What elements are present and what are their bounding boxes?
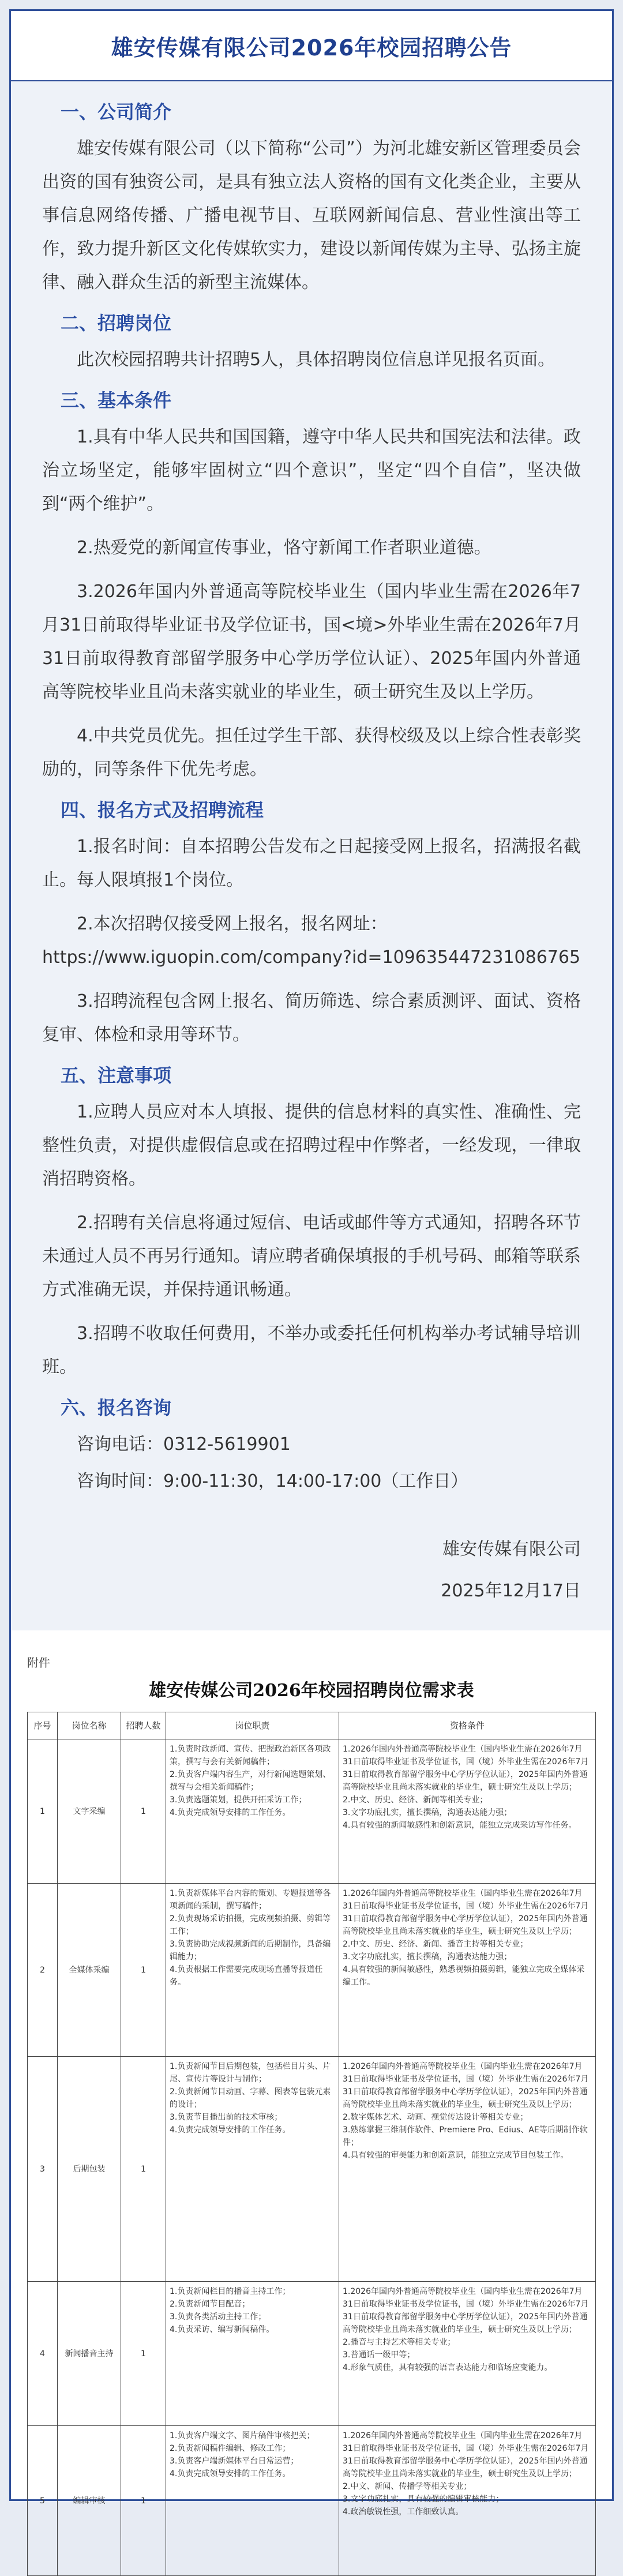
duty-line: 3.负责协助完成视频新闻的后期制作，具备编辑能力； — [170, 1940, 331, 1962]
cell-count: 1 — [121, 1739, 166, 1884]
table-row — [28, 1739, 596, 1884]
recruitment-process: 3.招聘流程包含网上报名、简历筛选、综合素质测评、面试、资格复审、体检和录用等环节。 — [42, 991, 581, 1045]
qualification-line: 2.中文、历史、经济、新闻等相关专业； — [343, 1795, 488, 1805]
cell-no: 5 — [28, 2426, 58, 2576]
qualification-line: 3.普通话一级甲等； — [343, 2350, 415, 2360]
qualification-line: 3.熟练掌握三维制作软件、Premiere Pro、Edius、AE等后期制作软件； — [343, 2125, 588, 2147]
qualification-line: 1.2026年国内外普通高等院校毕业生（国内毕业生需在2026年7月31日前取得毕业证书及学位证书，国（境）外毕业生需在2026年7月31日前取得教育部留学服务中心学历学位认证），2025年国内外普通高等院校毕业且尚未落实就业的毕业生，硕士研究生及以上学历； — [343, 1889, 589, 1936]
cell-position-name: 后期包装 — [58, 2057, 121, 2282]
cell-count: 1 — [121, 1884, 166, 2057]
cell-position-name: 文字采编 — [58, 1739, 121, 1884]
header-name: 岗位名称 — [58, 1712, 121, 1739]
cell-qualifications — [339, 2426, 596, 2576]
qualification-line: 3.文字功底扎实，擅长撰稿，沟通表达能力强； — [343, 1808, 512, 1817]
note-item: 2.招聘有关信息将通过短信、电话或邮件等方式通知，招聘各环节未通过人员不再另行通知。请应聘者确保填报的手机号码、邮箱等联系方式准确无误，并保持通讯畅通。 — [42, 1213, 581, 1300]
qualification-line: 4.具有较强的审美能力和创新意识，能独立完成节目包装工作。 — [343, 2151, 569, 2160]
qualification-line: 1.2026年国内外普通高等院校毕业生（国内毕业生需在2026年7月31日前取得毕业证书及学位证书，国（境）外毕业生需在2026年7月31日前取得教育部留学服务中心学历学位认证），2025年国内外普通高等院校毕业且尚未落实就业的毕业生，硕士研究生及以上学历； — [343, 1745, 589, 1792]
attachment-label: 附件 — [27, 1656, 50, 1670]
qualification-line: 1.2026年国内外普通高等院校毕业生（国内毕业生需在2026年7月31日前取得毕业证书及学位证书，国（境）外毕业生需在2026年7月31日前取得教育部留学服务中心学历学位认证），2025年国内外普通高等院校毕业且尚未落实就业的毕业生，硕士研究生及以上学历； — [343, 2287, 589, 2334]
cell-duties — [166, 2426, 339, 2576]
signature-date: 2025年12月17日 — [441, 1581, 581, 1601]
cell-no: 1 — [28, 1739, 58, 1884]
application-time: 1.报名时间：自本招聘公告发布之日起接受网上报名，招满报名截止。每人限填报1个岗位。 — [42, 837, 581, 890]
duty-line: 3.负责选题策划，提供开拓采访工作； — [170, 1795, 307, 1805]
cell-position-name: 新闻播音主持 — [58, 2282, 121, 2426]
duty-line: 1.负责时政新闻、宣传、把握政治新区各项政策，撰写与会有关新闻稿件； — [170, 1745, 331, 1767]
signature-org: 雄安传媒有限公司 — [442, 1539, 581, 1559]
duty-line: 2.负责客户端内容生产，对行新闻选题策划、撰写与会相关新闻稿件； — [170, 1770, 331, 1792]
duty-line: 1.负责新闻栏目的播音主持工作； — [170, 2287, 291, 2296]
qualification-line: 1.2026年国内外普通高等院校毕业生（国内毕业生需在2026年7月31日前取得毕业证书及学位证书，国（境）外毕业生需在2026年7月31日前取得教育部留学服务中心学历学位认证），2025年国内外普通高等院校毕业且尚未落实就业的毕业生，硕士研究生及以上学历； — [343, 2431, 589, 2478]
duty-line: 1.负责新媒体平台内容的策划、专题报道等各项新闻的采制，撰写稿件； — [170, 1889, 331, 1911]
notice-frame — [9, 9, 614, 2517]
table-row — [28, 1884, 596, 2057]
qualification-line: 2.播音与主持艺术等相关专业； — [343, 2338, 456, 2347]
cell-qualifications — [339, 2282, 596, 2426]
application-method: 2.本次招聘仅接受网上报名，报名网址： — [77, 914, 388, 934]
duty-line: 2.负责新闻节目配音； — [170, 2300, 250, 2309]
qualification-line: 3.文字功底扎实，擅长撰稿，沟通表达能力强； — [343, 1952, 512, 1962]
requirement-item: 1.具有中华人民共和国国籍，遵守中华人民共和国宪法和法律。政治立场坚定，能够牢固树立“四个意识”，坚定“四个自信”，坚决做到“两个维护”。 — [42, 427, 581, 514]
cell-duties — [166, 1739, 339, 1884]
section-heading-notes: 五、注意事项 — [61, 1064, 172, 1086]
cell-position-name: 全媒体采编 — [58, 1884, 121, 2057]
qualification-line: 4.政治敏锐性强，工作细致认真。 — [343, 2507, 464, 2517]
duty-line: 4.负责完成领导安排的工作任务。 — [170, 2469, 291, 2478]
header-count: 招聘人数 — [121, 1712, 166, 1739]
cell-no: 4 — [28, 2282, 58, 2426]
attachment-title: 雄安传媒公司2026年校园招聘岗位需求表 — [149, 1681, 474, 1701]
section-heading-contact: 六、报名咨询 — [61, 1397, 172, 1419]
signature-block — [42, 1533, 581, 1608]
requirement-item: 3.2026年国内外普通高等院校毕业生（国内毕业生需在2026年7月31日前取得毕业证书及学位证书，国<境>外毕业生需在2026年7月31日前取得教育部留学服务中心学历学位认证）、2025年国内外普通高等院校毕业且尚未落实就业的毕业生，硕士研究生及以上学历。 — [42, 582, 581, 702]
header-no: 序号 — [28, 1712, 58, 1739]
notice-content — [11, 81, 612, 1630]
table-row — [28, 2426, 596, 2576]
qualification-line: 4.形象气质佳，具有较强的语言表达能力和临场应变能力。 — [343, 2363, 553, 2372]
qualification-line: 4.具有较强的新闻敏感性和创新意识，能独立完成采访写作任务。 — [343, 1821, 577, 1830]
qualification-line: 4.具有较强的新闻敏感性，熟悉视频拍摄剪辑，能独立完成全媒体采编工作。 — [343, 1965, 585, 1987]
table-row — [28, 2057, 596, 2282]
duty-line: 4.负责完成领导安排的工作任务。 — [170, 1808, 291, 1817]
title-bar — [11, 11, 612, 81]
cell-count: 1 — [121, 2426, 166, 2576]
cell-qualifications — [339, 2057, 596, 2282]
duty-line: 3.负责客户端新媒体平台日常运营； — [170, 2457, 299, 2466]
positions-text: 此次校园招聘共计招聘5人，具体招聘岗位信息详见报名页面。 — [77, 350, 556, 370]
cell-duties — [166, 1884, 339, 2057]
contact-phone: 咨询电话：0312-5619901 — [77, 1434, 291, 1454]
header-quals: 资格条件 — [339, 1712, 596, 1739]
table-header-row — [28, 1712, 596, 1739]
header-duties: 岗位职责 — [166, 1712, 339, 1739]
cell-position-name: 编辑审核 — [58, 2426, 121, 2576]
requirement-item: 4.中共党员优先。担任过学生干部、获得校级及以上综合性表彰奖励的，同等条件下优先考虑。 — [42, 726, 581, 779]
attachment — [11, 1630, 612, 2576]
requirement-item: 2.热爱党的新闻宣传事业，恪守新闻工作者职业道德。 — [77, 538, 491, 558]
requirements-table — [27, 1712, 596, 2576]
duty-line: 4.负责根据工作需要完成现场直播等报道任务。 — [170, 1965, 323, 1987]
qualification-line: 2.中文、新闻、传播学等相关专业； — [343, 2482, 472, 2491]
duty-line: 2.负责现场采访拍摄，完成视频拍摄、剪辑等工作； — [170, 1914, 331, 1936]
qualification-line: 1.2026年国内外普通高等院校毕业生（国内毕业生需在2026年7月31日前取得毕业证书及学位证书，国（境）外毕业生需在2026年7月31日前取得教育部留学服务中心学历学位认证），2025年国内外普通高等院校毕业且尚未落实就业的毕业生，硕士研究生及以上学历； — [343, 2062, 589, 2109]
company-intro: 雄安传媒有限公司（以下简称“公司”）为河北雄安新区管理委员会出资的国有独资公司，是具有独立法人资格的国有文化类企业，主要从事信息网络传播、广播电视节目、互联网新闻信息、营业性演出等工作，致力提升新区文化传媒软实力，建设以新闻传媒为主导、弘扬主旋律、融入群众生活的新型主流媒体。 — [42, 138, 581, 293]
section-heading-requirements: 三、基本条件 — [61, 389, 172, 411]
section-heading-positions: 二、招聘岗位 — [61, 312, 172, 334]
section-heading-application: 四、报名方式及招聘流程 — [61, 799, 264, 821]
duty-line: 3.负责各类活动主持工作； — [170, 2312, 267, 2322]
duty-line: 4.负责完成领导安排的工作任务。 — [170, 2125, 291, 2135]
page-title: 雄安传媒有限公司2026年校园招聘公告 — [111, 35, 512, 61]
cell-no: 3 — [28, 2057, 58, 2282]
cell-count: 1 — [121, 2282, 166, 2426]
duty-line: 2.负责新闻节目动画、字幕、图表等包装元素的设计； — [170, 2087, 331, 2109]
contact-hours: 咨询时间：9:00-11:30，14:00-17:00（工作日） — [77, 1471, 468, 1491]
cell-duties — [166, 2057, 339, 2282]
duty-line: 4.负责采访、编写新闻稿件。 — [170, 2325, 275, 2334]
note-item: 3.招聘不收取任何费用，不举办或委托任何机构举办考试辅导培训班。 — [42, 1323, 581, 1377]
cell-qualifications — [339, 1739, 596, 1884]
duty-line: 1.负责客户端文字、图片稿件审核把关； — [170, 2431, 315, 2440]
qualification-line: 2.中文、历史、经济、新闻、播音主持等相关专业； — [343, 1940, 528, 1949]
cell-qualifications — [339, 1884, 596, 2057]
qualification-line: 3.文字功底扎实，具有较强的编辑审核能力； — [343, 2495, 504, 2504]
cell-duties — [166, 2282, 339, 2426]
application-url-link[interactable]: https://www.iguopin.com/company?id=109635447231086765 — [42, 947, 581, 968]
section-heading-company: 一、公司简介 — [61, 101, 172, 123]
cell-no: 2 — [28, 1884, 58, 2057]
duty-line: 2.负责新闻稿件编辑、修改工作； — [170, 2444, 291, 2453]
qualification-line: 2.数字媒体艺术、动画、视觉传达设计等相关专业； — [343, 2113, 528, 2122]
duty-line: 3.负责节目播出前的技术审核； — [170, 2113, 283, 2122]
table-row — [28, 2282, 596, 2426]
cell-count: 1 — [121, 2057, 166, 2282]
note-item: 1.应聘人员应对本人填报、提供的信息材料的真实性、准确性、完整性负责，对提供虚假信息或在招聘过程中作弊者，一经发现，一律取消招聘资格。 — [42, 1102, 581, 1189]
duty-line: 1.负责新闻节目后期包装，包括栏目片头、片尾、宣传片等设计与制作； — [170, 2062, 331, 2084]
